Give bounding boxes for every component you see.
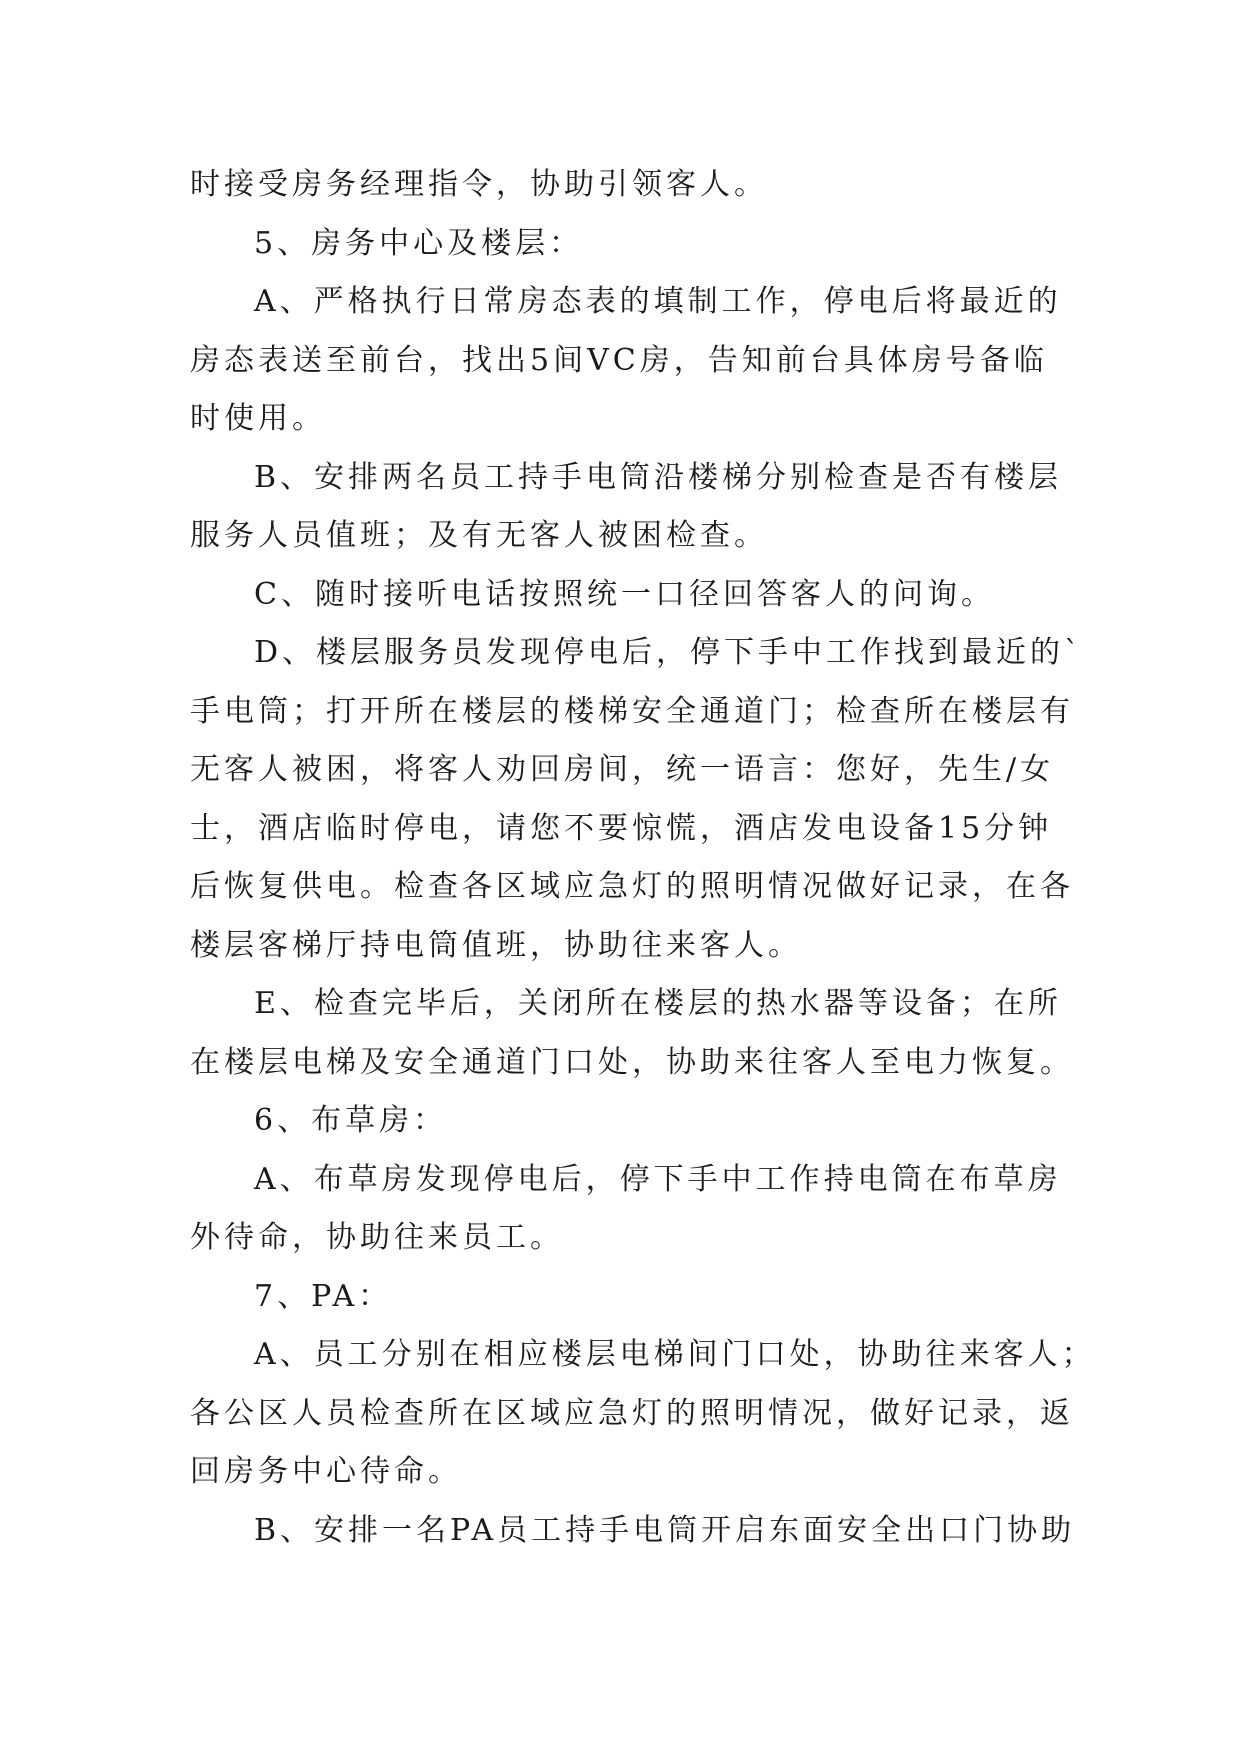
text-line: 手电筒；打开所在楼层的楼梯安全通道门；检查所在楼层有 (190, 693, 1074, 729)
text-line: A、严格执行日常房态表的填制工作，停电后将最近的 (254, 284, 1062, 319)
text-line: 各公区人员检查所在区域应急灯的照明情况，做好记录，返 (190, 1395, 1074, 1431)
text-line: 时接受房务经理指令，协助引领客人。 (190, 167, 768, 202)
text-line: 楼层客梯厅持电筒值班，协助往来客人。 (190, 927, 802, 963)
text-line: 时使用。 (190, 401, 326, 436)
text-line: 房态表送至前台，找出5间VC房，告知前台具体房号备临 (190, 342, 1048, 378)
text-line: A、员工分别在相应楼层电梯间门口处，协助往来客人； (254, 1337, 1096, 1372)
text-line: C、随时接听电话按照统一口径回答客人的问询。 (254, 576, 995, 612)
section-heading: 6、布草房： (254, 1103, 448, 1138)
section-heading: 7、PA： (254, 1278, 393, 1314)
text-line: B、安排一名PA员工持手电筒开启东面安全出口门协助 (254, 1512, 1076, 1548)
text-line: 无客人被困，将客人劝回房间，统一语言：您好，先生/女 (190, 752, 1055, 787)
text-line: 回房务中心待命。 (190, 1454, 462, 1489)
text-line: E、检查完毕后，关闭所在楼层的热水器等设备；在所 (254, 986, 1062, 1021)
text-line: 服务人员值班；及有无客人被困检查。 (190, 518, 768, 553)
section-heading: 5、房务中心及楼层： (254, 225, 584, 261)
text-line: 在楼层电梯及安全通道门口处，协助来往客人至电力恢复。 (190, 1044, 1074, 1080)
text-line: A、布草房发现停电后，停下手中工作持电筒在布草房 (254, 1161, 1062, 1197)
text-line: 士，酒店临时停电，请您不要惊慌，酒店发电设备15分钟 (190, 810, 1053, 846)
text-line: B、安排两名员工持手电筒沿楼梯分别检查是否有楼层 (254, 459, 1063, 495)
text-line: D、楼层服务员发现停电后，停下手中工作找到最近的` (254, 635, 1084, 670)
text-line: 后恢复供电。检查各区域应急灯的照明情况做好记录，在各 (190, 869, 1074, 904)
document-body (190, 156, 1096, 1560)
text-line: 外待命，协助往来员工。 (190, 1220, 564, 1255)
